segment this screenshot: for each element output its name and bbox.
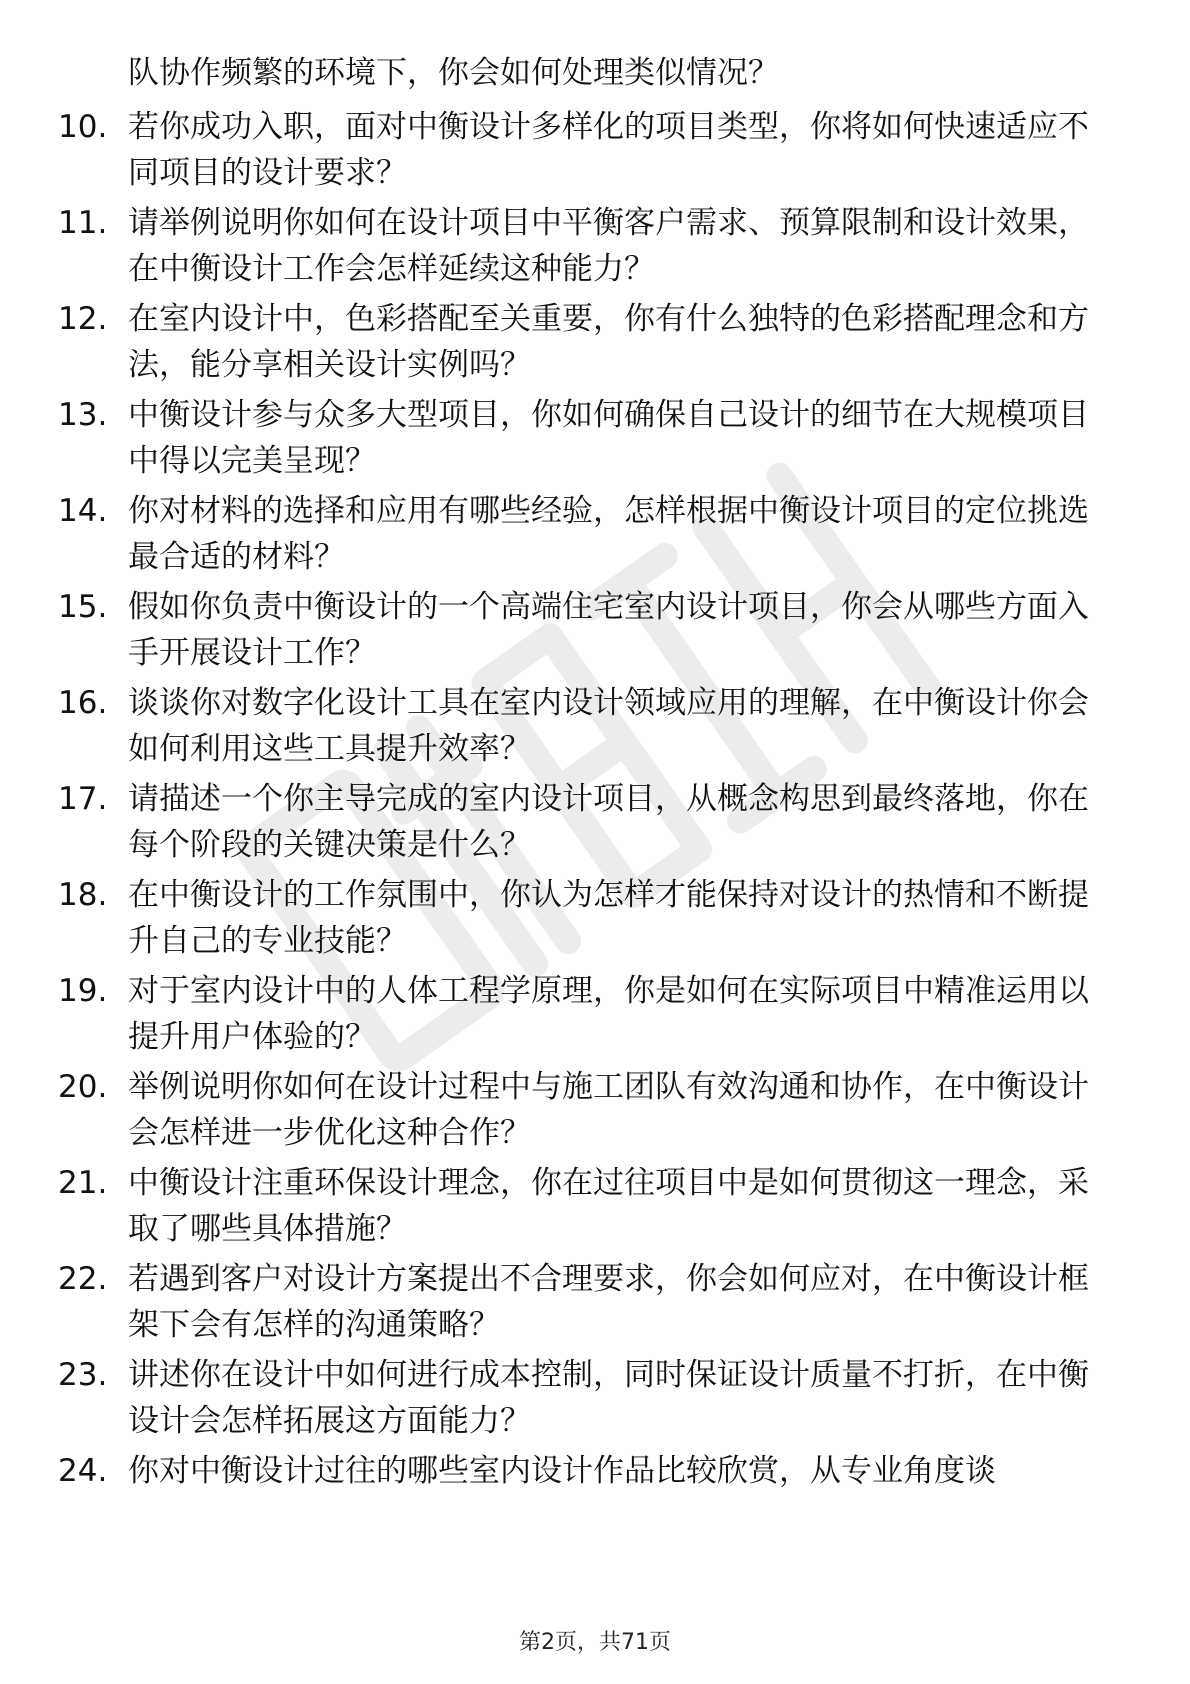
question-text: 中衡设计注重环保设计理念，你在过往项目中是如何贯彻这一理念，采取了哪些具体措施？: [128, 1165, 1089, 1247]
question-number: 12.: [58, 301, 108, 337]
question-number: 23.: [58, 1357, 108, 1393]
question-text: 举例说明你如何在设计过程中与施工团队有效沟通和协作，在中衡设计会怎样进一步优化这种合作？: [128, 1069, 1089, 1151]
question-text: 假如你负责中衡设计的一个高端住宅室内设计项目，你会从哪些方面入手开展设计工作？: [128, 589, 1089, 671]
question-number: 15.: [58, 589, 108, 625]
question-text: 你对中衡设计过往的哪些室内设计作品比较欣赏，从专业角度谈: [128, 1453, 996, 1489]
question-number: 13.: [58, 397, 108, 433]
list-item: [58, 968, 1118, 1060]
list-item: [58, 488, 1118, 580]
list-item: [58, 1064, 1118, 1156]
question-text: 讲述你在设计中如何进行成本控制，同时保证设计质量不打折，在中衡设计会怎样拓展这方面能力？: [128, 1357, 1089, 1439]
question-text: 中衡设计参与众多大型项目，你如何确保自己设计的细节在大规模项目中得以完美呈现？: [128, 397, 1089, 479]
list-item: [58, 776, 1118, 868]
question-number: 18.: [58, 877, 108, 913]
list-item: [58, 584, 1118, 676]
question-text: 请描述一个你主导完成的室内设计项目，从概念构思到最终落地，你在每个阶段的关键决策是什么？: [128, 781, 1089, 863]
question-number: 20.: [58, 1069, 108, 1105]
question-number: 19.: [58, 973, 108, 1009]
question-text: 若你成功入职，面对中衡设计多样化的项目类型，你将如何快速适应不同项目的设计要求？: [128, 109, 1089, 191]
question-text: 谈谈你对数字化设计工具在室内设计领域应用的理解，在中衡设计你会如何利用这些工具提升效率？: [128, 685, 1089, 767]
question-number: 10.: [58, 109, 108, 145]
question-number: 22.: [58, 1261, 108, 1297]
question-text: 在室内设计中，色彩搭配至关重要，你有什么独特的色彩搭配理念和方法，能分享相关设计实例吗？: [128, 301, 1089, 383]
list-item: [58, 1448, 1118, 1540]
list-item: [58, 872, 1118, 964]
question-text: 若遇到客户对设计方案提出不合理要求，你会如何应对，在中衡设计框架下会有怎样的沟通策略？: [128, 1261, 1089, 1343]
question-number: 14.: [58, 493, 108, 529]
question-text: 在中衡设计的工作氛围中，你认为怎样才能保持对设计的热情和不断提升自己的专业技能？: [128, 877, 1089, 959]
question-number: 24.: [58, 1453, 108, 1489]
question-number: 17.: [58, 781, 108, 817]
question-number: 11.: [58, 205, 108, 241]
previous-question-continuation: 队协作频繁的环境下，你会如何处理类似情况？: [128, 55, 779, 91]
page-footer: 第2页，共71页: [519, 1630, 671, 1655]
list-item: [58, 1160, 1118, 1252]
list-item: [58, 1256, 1118, 1348]
question-text: 你对材料的选择和应用有哪些经验，怎样根据中衡设计项目的定位挑选最合适的材料？: [128, 493, 1089, 575]
question-number: 16.: [58, 685, 108, 721]
list-item: [58, 200, 1118, 292]
question-text: 对于室内设计中的人体工程学原理，你是如何在实际项目中精准运用以提升用户体验的？: [128, 973, 1089, 1055]
list-item: [58, 104, 1118, 196]
list-item: [58, 1352, 1118, 1444]
list-item: [58, 680, 1118, 772]
question-text: 请举例说明你如何在设计项目中平衡客户需求、预算限制和设计效果，在中衡设计工作会怎样延续这种能力？: [128, 205, 1089, 287]
list-item: [58, 392, 1118, 484]
question-number: 21.: [58, 1165, 108, 1201]
list-item: [58, 296, 1118, 388]
